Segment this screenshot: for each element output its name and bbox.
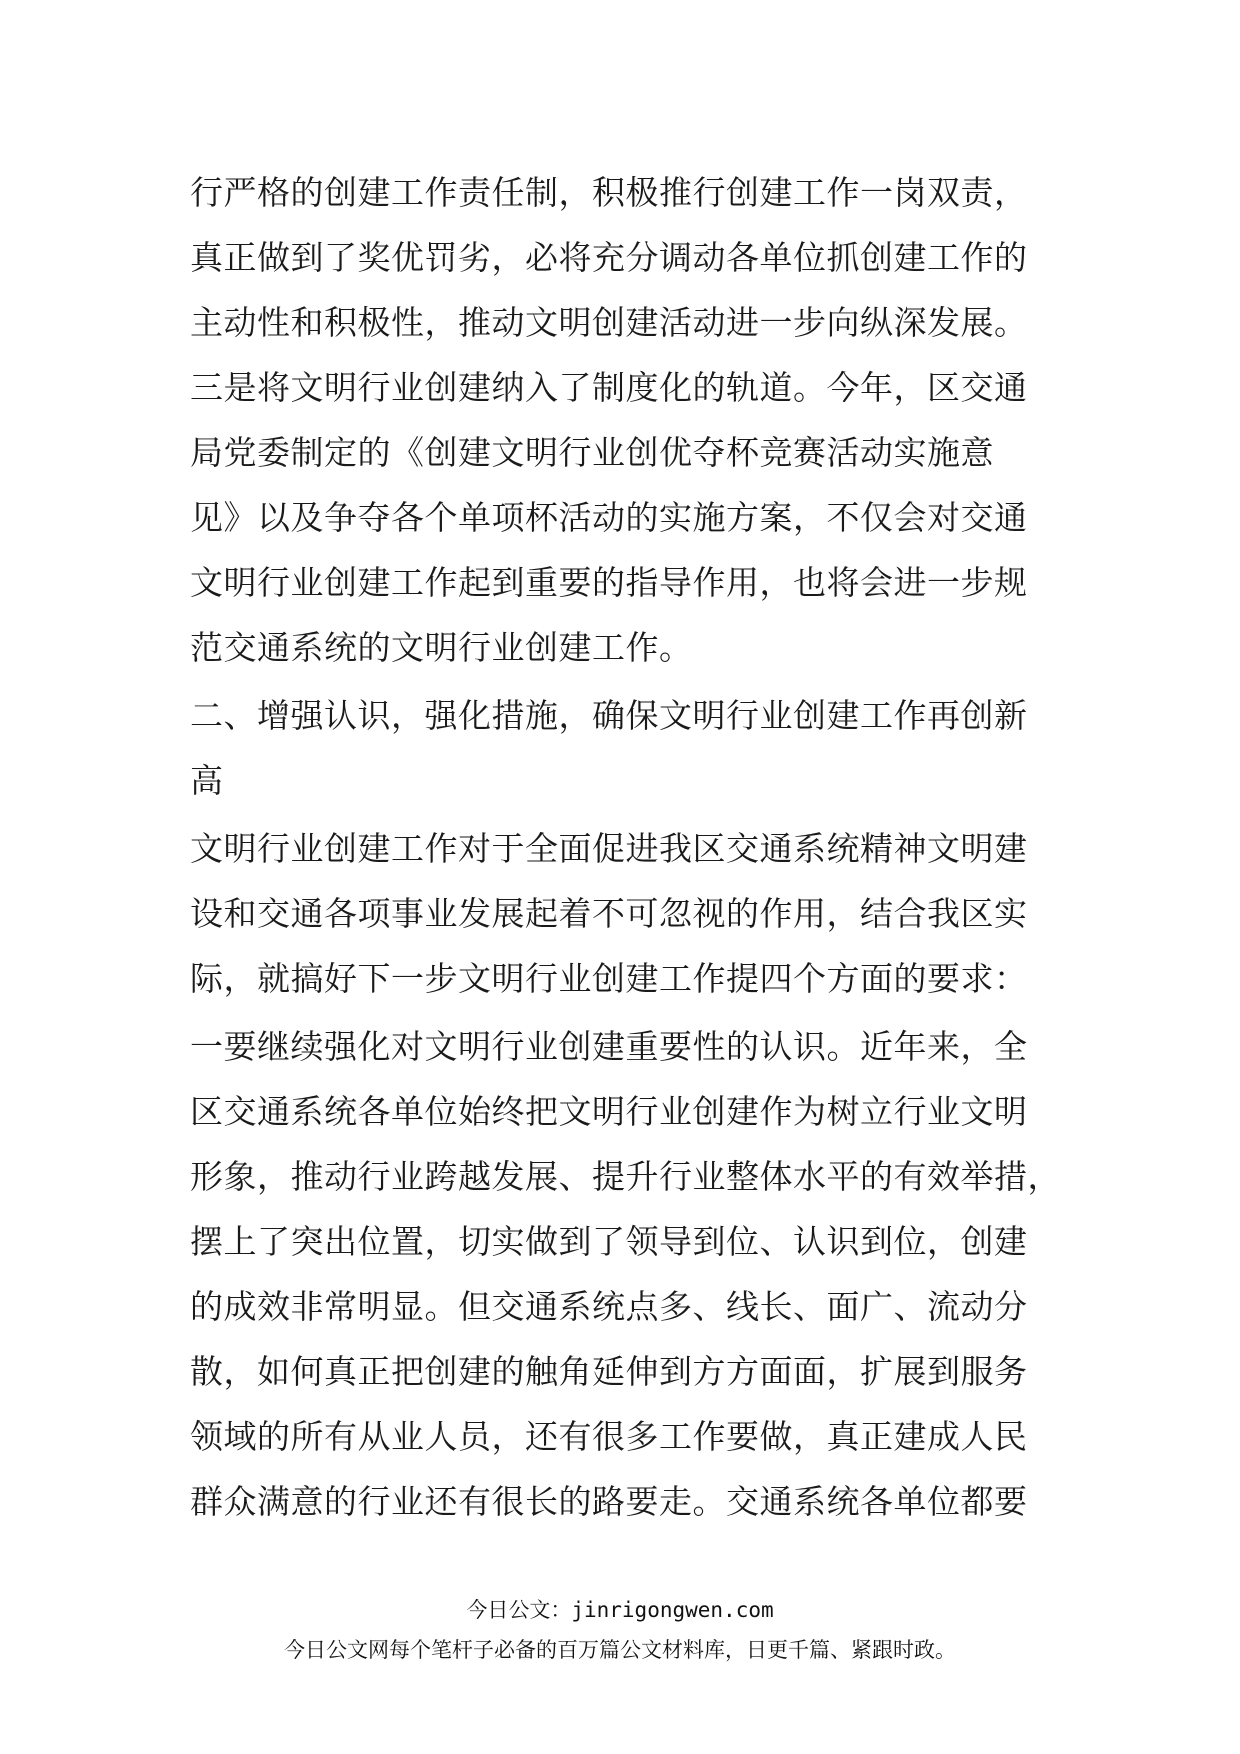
paragraph-line: 摆上了突出位置，切实做到了领导到位、认识到位，创建	[190, 1222, 1028, 1261]
paragraph-line: 真正做到了奖优罚劣，必将充分调动各单位抓创建工作的	[190, 238, 1028, 277]
section-heading-line: 二、增强认识，强化措施，确保文明行业创建工作再创新	[190, 696, 1028, 735]
footer-tagline: 今日公文网每个笔杆子必备的百万篇公文材料库，日更千篇、紧跟时政。	[284, 1638, 956, 1662]
section-heading-line: 高	[190, 761, 224, 800]
footer-site	[0, 1594, 1240, 1624]
paragraph-line: 形象，推动行业跨越发展、提升行业整体水平的有效举措，	[190, 1157, 1061, 1196]
paragraph-line: 群众满意的行业还有很长的路要走。交通系统各单位都要	[190, 1482, 1028, 1521]
paragraph-line: 文明行业创建工作对于全面促进我区交通系统精神文明建	[190, 829, 1028, 868]
paragraph-line: 一要继续强化对文明行业创建重要性的认识。近年来，全	[190, 1027, 1028, 1066]
paragraph-line: 设和交通各项事业发展起着不可忽视的作用，结合我区实	[190, 894, 1028, 933]
paragraph-line: 际，就搞好下一步文明行业创建工作提四个方面的要求：	[190, 959, 1028, 998]
paragraph-line: 范交通系统的文明行业创建工作。	[190, 628, 693, 667]
document-body	[190, 160, 1070, 1534]
paragraph-line: 文明行业创建工作起到重要的指导作用，也将会进一步规	[190, 563, 1028, 602]
paragraph-line: 领域的所有从业人员，还有很多工作要做，真正建成人民	[190, 1417, 1028, 1456]
paragraph-line: 主动性和积极性，推动文明创建活动进一步向纵深发展。	[190, 303, 1028, 342]
paragraph-line: 三是将文明行业创建纳入了制度化的轨道。今年，区交通	[190, 368, 1028, 407]
footer-site-link[interactable]: jinrigongwen.com	[571, 1598, 774, 1622]
paragraph-line: 的成效非常明显。但交通系统点多、线长、面广、流动分	[190, 1287, 1028, 1326]
footer-site-label: 今日公文：	[466, 1598, 572, 1622]
paragraph-line: 行严格的创建工作责任制，积极推行创建工作一岗双责，	[190, 173, 1028, 212]
paragraph-line: 区交通系统各单位始终把文明行业创建作为树立行业文明	[190, 1092, 1028, 1131]
paragraph-line: 散，如何真正把创建的触角延伸到方方面面，扩展到服务	[190, 1352, 1028, 1391]
paragraph-line: 局党委制定的《创建文明行业创优夺杯竞赛活动实施意	[190, 433, 994, 472]
paragraph-line: 见》以及争夺各个单项杯活动的实施方案，不仅会对交通	[190, 498, 1028, 537]
